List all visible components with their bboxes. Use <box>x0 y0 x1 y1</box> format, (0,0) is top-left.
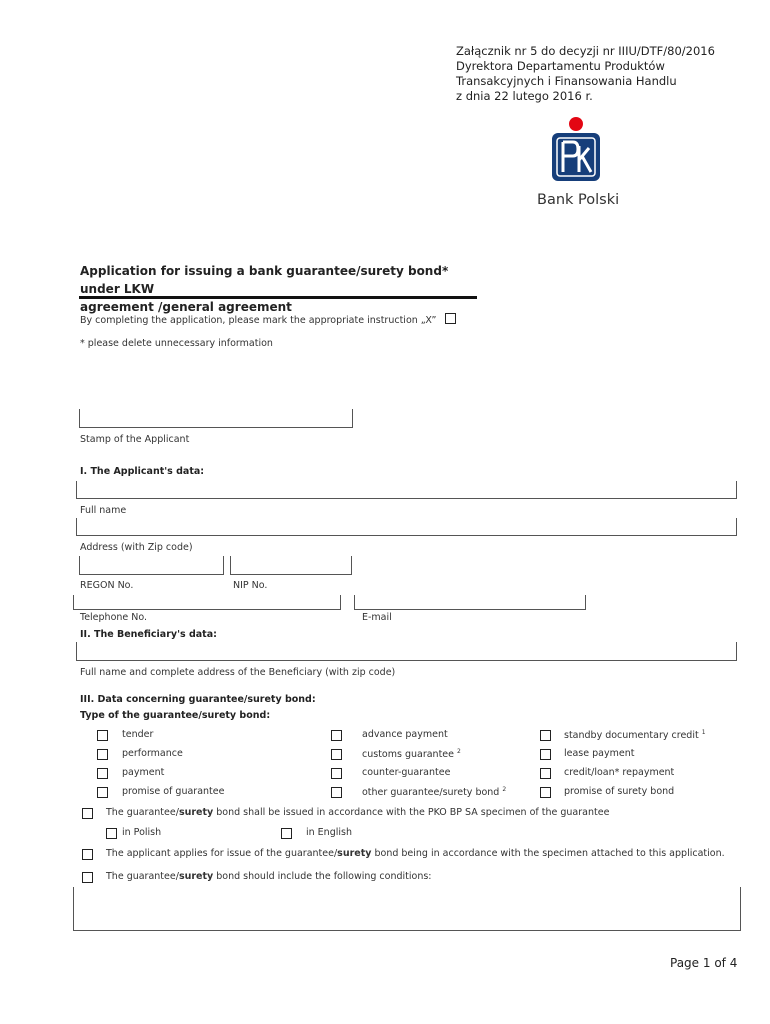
form-title <box>80 262 480 316</box>
attached-text: bond being in accordance with the specimen attached to this application. <box>371 848 725 859</box>
other-guarantee-checkbox[interactable] <box>331 787 342 798</box>
instruction-checkbox[interactable] <box>445 313 456 324</box>
in-polish-label: in Polish <box>122 827 162 838</box>
instruction-text <box>80 313 456 326</box>
customs-guarantee-checkbox[interactable] <box>331 749 342 760</box>
promise-of-surety-checkbox[interactable] <box>540 787 551 798</box>
email-field[interactable] <box>354 595 586 610</box>
specimen-label <box>106 807 609 818</box>
standby-credit-text: standby documentary credit <box>564 730 699 742</box>
in-english-label: in English <box>306 827 352 838</box>
email-label: E-mail <box>362 612 392 623</box>
title-line: agreement /general agreement <box>80 300 292 314</box>
credit-loan-repayment-label: credit/loan* repayment <box>564 767 675 778</box>
payment-checkbox[interactable] <box>97 768 108 779</box>
specimen-text: The guarantee/ <box>106 807 179 818</box>
tender-label: tender <box>122 729 154 740</box>
specimen-bold: surety <box>178 807 214 818</box>
advance-payment-checkbox[interactable] <box>331 730 342 741</box>
header-line: Dyrektora Departamentu Produktów <box>456 59 665 73</box>
applicant-address-field[interactable] <box>76 518 737 536</box>
stamp-field[interactable] <box>79 409 353 428</box>
regon-label: REGON No. <box>80 580 134 591</box>
address-label: Address (with Zip code) <box>80 542 193 553</box>
footnote-mark: 2 <box>502 786 507 793</box>
attachment-header <box>456 44 715 104</box>
regon-field[interactable] <box>79 556 224 575</box>
promise-of-guarantee-label: promise of guarantee <box>122 786 225 797</box>
counter-guarantee-checkbox[interactable] <box>331 768 342 779</box>
conditions-checkbox[interactable] <box>82 872 93 883</box>
promise-of-guarantee-checkbox[interactable] <box>97 787 108 798</box>
lease-payment-checkbox[interactable] <box>540 749 551 760</box>
title-underline <box>79 296 477 299</box>
header-line: z dnia 22 lutego 2016 r. <box>456 89 593 103</box>
customs-guarantee-text: customs guarantee <box>362 749 454 761</box>
conditions-bold: surety <box>178 871 214 882</box>
conditions-text: bond should include the following conditions: <box>213 871 432 882</box>
credit-loan-repayment-checkbox[interactable] <box>540 768 551 779</box>
in-english-checkbox[interactable] <box>281 828 292 839</box>
section-applicant-heading: I. The Applicant's data: <box>80 466 205 477</box>
other-guarantee-text: other guarantee/surety bond <box>362 787 500 799</box>
nip-field[interactable] <box>230 556 352 575</box>
attached-specimen-checkbox[interactable] <box>82 849 93 860</box>
instruction-label: By completing the application, please mark the appropriate instruction „X” <box>80 315 437 326</box>
full-name-label: Full name <box>80 505 127 516</box>
attached-bold: surety <box>337 848 372 859</box>
standby-credit-checkbox[interactable] <box>540 730 551 741</box>
conditions-field[interactable] <box>73 887 741 931</box>
guarantee-type-heading: Type of the guarantee/surety bond: <box>80 710 271 721</box>
stamp-label: Stamp of the Applicant <box>80 434 190 445</box>
in-polish-checkbox[interactable] <box>106 828 117 839</box>
header-line: Transakcyjnych i Finansowania Handlu <box>456 74 677 88</box>
conditions-label <box>106 871 432 882</box>
counter-guarantee-label: counter-guarantee <box>362 767 451 778</box>
bank-name: Bank Polski <box>537 192 620 208</box>
payment-label: payment <box>122 767 165 778</box>
other-guarantee-label <box>362 786 506 798</box>
lease-payment-label: lease payment <box>564 748 635 759</box>
footnote-mark: 1 <box>701 729 706 736</box>
beneficiary-field[interactable] <box>76 642 737 661</box>
header-line: Załącznik nr 5 do decyzji nr IIIU/DTF/80/2016 <box>456 44 715 58</box>
title-line: Application for issuing a bank guarantee/surety bond* under LKW <box>80 264 449 296</box>
advance-payment-label: advance payment <box>362 729 448 740</box>
specimen-checkbox[interactable] <box>82 808 93 819</box>
attached-text: The applicant applies for issue of the guarantee/ <box>106 848 338 859</box>
telephone-label: Telephone No. <box>80 612 148 623</box>
conditions-text: The guarantee/ <box>106 871 179 882</box>
page-number: Page 1 of 4 <box>670 956 738 970</box>
attached-specimen-label <box>106 848 725 859</box>
telephone-field[interactable] <box>73 595 341 610</box>
beneficiary-label: Full name and complete address of the Beneficiary (with zip code) <box>80 667 396 678</box>
nip-label: NIP No. <box>233 580 268 591</box>
section-beneficiary-heading: II. The Beneficiary's data: <box>80 629 217 640</box>
pko-logo-icon <box>549 116 603 188</box>
tender-checkbox[interactable] <box>97 730 108 741</box>
performance-checkbox[interactable] <box>97 749 108 760</box>
promise-of-surety-label: promise of surety bond <box>564 786 675 797</box>
specimen-text: bond shall be issued in accordance with the PKO BP SA specimen of the guarantee <box>213 807 610 818</box>
applicant-full-name-field[interactable] <box>76 481 737 499</box>
delete-note: * please delete unnecessary information <box>80 338 273 349</box>
customs-guarantee-label <box>362 748 461 760</box>
standby-credit-label <box>564 729 706 741</box>
footnote-mark: 2 <box>457 748 461 755</box>
performance-label: performance <box>122 748 183 759</box>
section-guarantee-heading: III. Data concerning guarantee/surety bond: <box>80 694 316 705</box>
